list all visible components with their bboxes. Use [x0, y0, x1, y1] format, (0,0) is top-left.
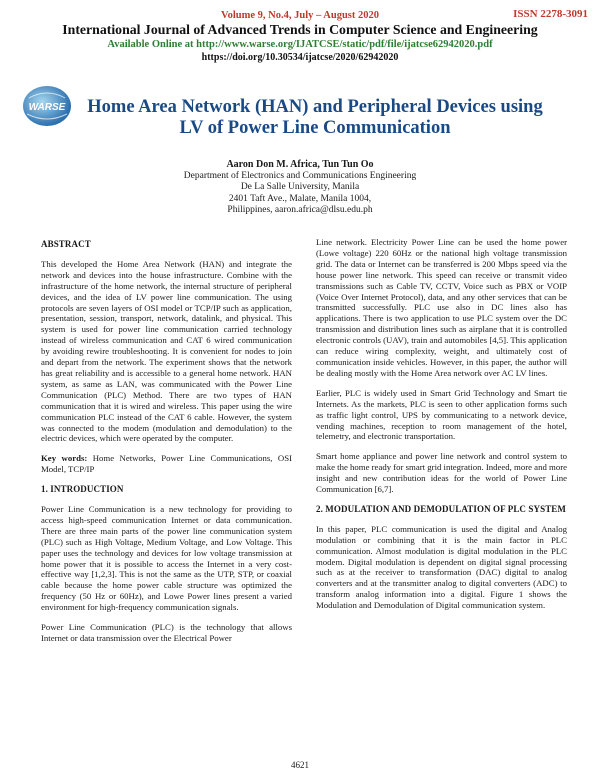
volume-line: Volume 9, No.4, July – August 2020	[220, 10, 379, 21]
paper-title: Home Area Network (HAN) and Peripheral Devices using LV of Power Line Communication	[87, 97, 543, 138]
doi-link[interactable]: https://doi.org/10.30534/ijatcse/2020/62942020	[201, 52, 399, 63]
affiliation-address: 2401 Taft Ave., Malate, Manila 1004,	[228, 193, 372, 204]
right-paragraph-2: Earlier, PLC is widely used in Smart Grid Technology and Smart tie Internets. As the markets, PLC is seen to other application forms such as traffic light control, UPS by communicating to a network device, vending machines, reception to room management of the hotel, telemetry, and electronic transportation.	[316, 387, 567, 442]
introduction-heading: 1. INTRODUCTION	[41, 484, 124, 495]
journal-title: International Journal of Advanced Trends in Computer Science and Engineering	[62, 22, 538, 37]
section-2-heading: 2. MODULATION AND DEMODULATION OF PLC SYSTEM	[316, 503, 566, 514]
svg-text:WARSE: WARSE	[28, 102, 66, 113]
page-number: 4621	[291, 760, 309, 770]
abstract-text: This developed the Home Area Network (HAN) and integrate the network and devices into the house infrastructure. Combine with the infrastructure of the home network, the internal structure of peripheral devices, and the idea of LV power line communication. The using protocols are seven layers of OSI model or TCP/IP such as application, presentation, session, transport, network, datalink, and physical. This system is used for power line communication carried technology instead of wireless communication and CAT 6 wired communication by avoiding rewire troubleshooting. It is convenient for nodes to join and depart from the network. The experiment shows that the network has great reliability and is accessible to a general home network. HAN system, as same as LAN, was communicated with the Power Line Communication (PLC) Method. There are two types of HAN communication that it is wired and wireless. This paper using the wire communication PLC instead of the CAT 6 cable. However, the system was connected to the modem (modulation and demodulation) to the electric devices, which were operated by the computer.	[41, 258, 292, 444]
right-column	[316, 237, 567, 620]
right-paragraph-1: Line network. Electricity Power Line can be used the home power (Lowe voltage) 220 60Hz or the national high voltage transmission grid. The data or Internet can be transferred is 200 Mbps speed via the house power line network. This speed can receive or transmit video transmissions such as Cable TV, CCTV, Voice such as PBX or VOIP (Voice Over Internet Protocol), data, and any other services that can be transmitted successfully. PLC use also in DC lines also has applications. There is two application to use PLC system over the DC transmission and distribution lines such as airplane that it is controlled electronic controls (UAV), train and automobiles [4,5]. This application can reduce wiring complexity, weight, and ultimately cost of communication inside vehicles. However, in this paper, the author will be dealing mostly with the Home Area network over AC LV lines.	[316, 237, 567, 378]
intro-paragraph-2: Power Line Communication (PLC) is the technology that allows Internet or data transmission over the Electrical Power	[41, 622, 292, 643]
available-online-link[interactable]: Available Online at http://www.warse.org/IJATCSE/static/pdf/file/ijatcse62942020.pdf	[107, 39, 493, 50]
left-column	[41, 237, 292, 653]
affiliation-univ: De La Salle University, Manila	[240, 182, 360, 192]
author-names: Aaron Don M. Africa, Tun Tun Oo	[226, 159, 374, 170]
keywords	[41, 453, 292, 475]
issn-label: ISSN 2278-3091	[513, 8, 588, 20]
keywords-text: Home Networks, Power Line Communications, OSI Model, TCP/IP	[41, 453, 293, 475]
journal-header	[0, 9, 600, 64]
abstract-heading: ABSTRACT	[41, 239, 91, 249]
right-paragraph-3: Smart home appliance and power line network and control system to make the home ready for smart grid integration. Indeed, more and more insight and new contribution ideas for the world of Power Line Communication [6,7].	[316, 451, 567, 495]
affiliation-email: Philippines, aaron.africa@dlsu.edu.ph	[227, 205, 373, 215]
right-paragraph-4: In this paper, PLC communication is used the digital and Analog modulation or combining that it is the main factor in PLC communication. Almost modulation is digital modulation in the PLC modem. Digital modulation is dependent on digital signal processing such as at the receiver to transformation (DAC) digital to analog converters and at the transmitter analog to digital converters (ADC) to transform analog information into a digital. Figure 1 shows the Modulation and Demodulation of Digital communication system.	[316, 523, 567, 611]
affiliation-dept: Department of Electronics and Communications Engineering	[183, 170, 417, 181]
author-block	[0, 159, 600, 217]
keywords-label: Key words:	[41, 453, 88, 464]
intro-paragraph-1: Power Line Communication is a new technology for providing to access high-speed communication Internet or data communication. There are three main parts of the power line communication system (PLC) such as High Voltage, Medium Voltage, and Low Voltage. This paper uses the technology and devices for low voltage transmission at home power that it is possible to access the Internet in a very cost-effective way [1,2,3]. This is not the same as the UTP, STP, or coaxial cable because the home power cable structure was optimized the frequency (50 Hz or 60Hz), and Lowe Power lines present a varied environment for high-frequency communication signals.	[41, 504, 292, 613]
